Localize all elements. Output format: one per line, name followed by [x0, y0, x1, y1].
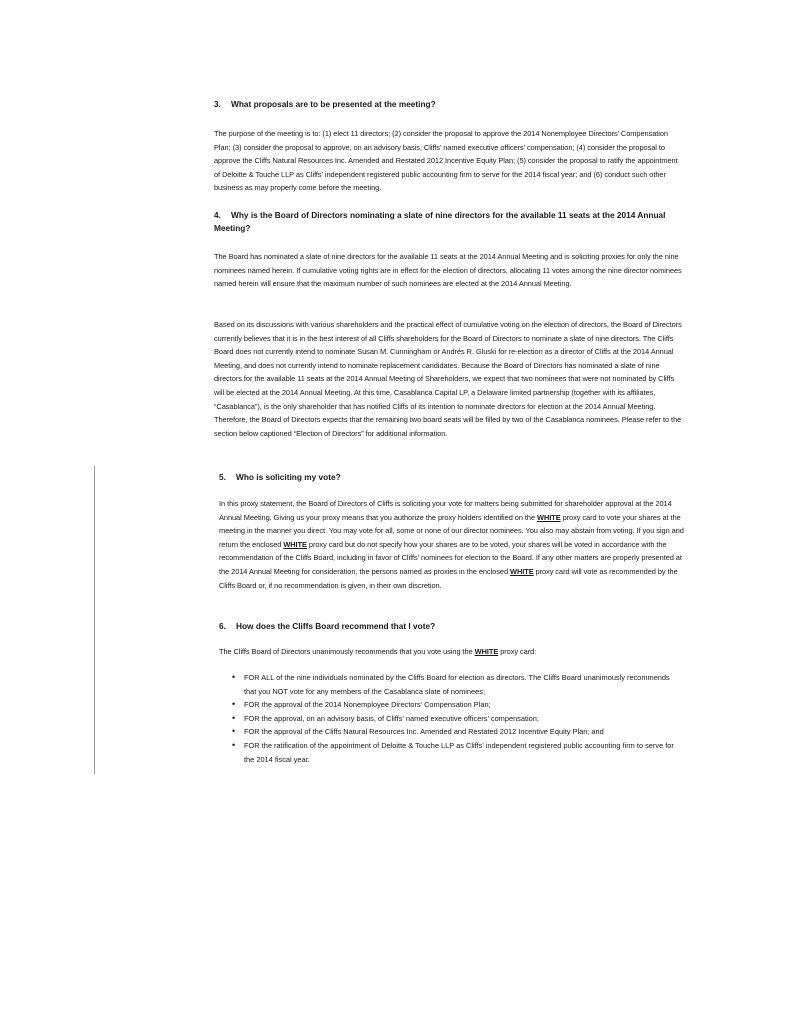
white-emphasis-3: WHITE: [510, 566, 534, 576]
q4-title: Why is the Board of Directors nominating a slate of nine directors for the available 11 seats at the 2014 Annual Meeting?: [214, 210, 666, 233]
list-item: • FOR ALL of the nine individuals nominated by the Cliffs Board for election as directors. The Cliffs Board unanimously recommends that you NOT vote for any members of the Casablanca slate of nominees;: [219, 671, 684, 698]
q6-intro-part-1: The Cliffs Board of Directors unanimously recommends that you vote using the: [219, 647, 475, 656]
recommendation-list: [219, 671, 684, 766]
section-q6: [219, 620, 684, 633]
q5-body: [219, 497, 684, 592]
white-emphasis-4: WHITE: [474, 647, 499, 656]
q4-paragraph-1: The Board has nominated a slate of nine directors for the available 11 seats at the 2014 Annual Meeting and is soliciting proxies for only the nine nominees named herein. If cumulative voting rights are in effect for the election of directors, allocating 11 votes among the nine director nominees named herein will ensure that the maximum number of such nominees are elected at the 2014 Annual Meeting.: [214, 252, 682, 289]
q6-title: How does the Cliffs Board recommend that I vote?: [236, 621, 436, 631]
q3-body: The purpose of the meeting is to: (1) elect 11 directors; (2) consider the proposal to approve the 2014 Nonemployee Directors’ Compensation Plan; (3) consider the proposal to approve, on an advisory basis, Cliffs’ named executive officers’ compensation; (4) consider the proposal to approve the Cliffs Natural Resources Inc. Amended and Restated 2012 Incentive Equity Plan; (5) consider the proposal to ratify the appointment of Deloitte & Touche LLP as Cliffs’ independent registered public accounting firm to serve for the 2014 fiscal year; and (6) conduct such other business as may properly come before the meeting.: [214, 129, 678, 193]
q6-intro-block: [219, 645, 684, 659]
list-item: • FOR the approval, on an advisory basis, of Cliffs’ named executive officers’ compensation;: [219, 712, 684, 726]
q3-heading: [214, 98, 684, 111]
margin-change-bar: [94, 466, 95, 774]
q5-number: 5.: [219, 472, 226, 482]
list-item: • FOR the approval of the Cliffs Natural Resources Inc. Amended and Restated 2012 Incentive Equity Plan; and: [219, 725, 684, 739]
q5-body-part-2: proxy card to vote your shares at the meeting in the manner you direct. You may vote for all, some or none of our director nominees. You also may abstain from voting. If you sign and return the enclosed: [219, 512, 684, 549]
q4-number: 4.: [214, 210, 221, 220]
section-q5: [219, 471, 684, 484]
q5-body-part-4: proxy card will vote as recommended by the Cliffs Board or, if no recommendation is given, in their own discretion.: [219, 566, 678, 590]
q6-number: 6.: [219, 621, 226, 631]
q6-list-block: [219, 671, 684, 766]
list-item: • FOR the approval of the 2014 Nonemployee Directors’ Compensation Plan;: [219, 698, 684, 712]
q6-intro: [219, 645, 684, 659]
q5-heading: [219, 471, 684, 484]
q5-title: Who is soliciting my vote?: [236, 472, 341, 482]
q4-p1-block: [214, 250, 684, 291]
q4-heading: [214, 209, 684, 235]
q4-paragraph-2: Based on its discussions with various shareholders and the practical effect of cumulative voting on the election of directors, the Board of Directors currently believes that it is in the best interest of all Cliffs shareholders for the Board of Directors to nominate a slate of nine directors. The Cliffs Board does not currently intend to nominate Susan M. Cunningham or Andrés R. Gluski for re-election as a director of Cliffs at the 2014 Annual Meeting, and does not currently intend to nominate replacement candidates. Because the Board of Directors has nominated a slate of nine directors for the available 11 seats at the 2014 Annual Meeting of Shareholders, we expect that two nominees that were not nominated by Cliffs will be elected at the 2014 Annual Meeting. At this time, Casablanca Capital LP, a Delaware limited partnership (together with its affiliates, “Casablanca”), is the only shareholder that has notified Cliffs of its intention to nominate directors for election at the 2014 Annual Meeting. Therefore, the Board of Directors expects that the remaining two board seats will be filled by two of the Casablanca nominees. Please refer to the section below captioned “Election of Directors” for additional information.: [214, 320, 682, 438]
section-q4: [214, 209, 684, 235]
q6-intro-part-2: proxy card:: [498, 647, 537, 656]
q3-title: What proposals are to be presented at the meeting?: [231, 99, 436, 109]
list-item: • FOR the ratification of the appointment of Deloitte & Touche LLP as Cliffs’ independent registered public accounting firm to serve for the 2014 fiscal year.: [219, 739, 684, 766]
q3-number: 3.: [214, 99, 221, 109]
q6-heading: [219, 620, 684, 633]
q5-body-block: [219, 497, 684, 592]
q4-p2-block: [214, 318, 684, 440]
q3-body-block: [214, 127, 684, 195]
q5-body-part-3: proxy card but do not specify how your shares are to be voted, your shares will be voted in accordance with the recommendation of the Cliffs Board, including in favor of Cliffs’ nominees for election to the Board. If any other matters are properly presented at the 2014 Annual Meeting for consideration, the persons named as proxies in the enclosed: [219, 539, 682, 576]
q5-body-part-1: In this proxy statement, the Board of Directors of Cliffs is soliciting your vote for matters being submitted for shareholder approval at the 2014 Annual Meeting. Giving us your proxy means that you authorize the proxy holders identified on the: [219, 499, 672, 522]
white-emphasis-1: WHITE: [537, 512, 561, 522]
white-emphasis-2: WHITE: [283, 539, 307, 549]
section-q3: [214, 98, 684, 111]
